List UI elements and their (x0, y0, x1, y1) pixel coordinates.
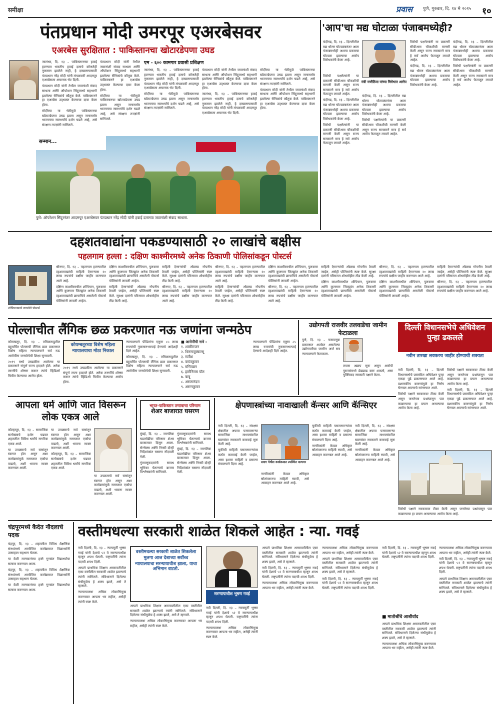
gavai-photo (206, 546, 258, 588)
gavai-column-7: आपले प्राथमिक शिक्षण अमरावतीतील एका वस्तीतील सरकारी शाळेत झाल्याचे त्यांनी सांगितले. संविधानाने दिलेल्या संधीमुळेच हे शक्य झाले, असे ते म्हणाले. न्यायव्यवस्था अधिक लोकाभिमुख करण्यावर आपला भर राहील, असेही त्यांनी स्पष्ट केले. (382, 622, 436, 651)
pollachi-headline: पोल्लाचीत लैंगिक छळ प्रकरणात नऊ जणांना जन्मठेप (8, 322, 252, 337)
gavai-column-2: आपले प्राथमिक शिक्षण अमरावतीतील एका वस्तीतील सरकारी शाळेत झाल्याचे त्यांनी सांगितले. संविधानाने दिलेल्या संधीमुळेच हे शक्य झाले, असे ते म्हणाले. न्यायव्यवस्था अधिक लोकाभिमुख करण्यावर आपला भर राहील, असेही त्यांनी स्पष्ट केले. (130, 604, 202, 628)
aap-photo-caption: मंत्री मजीठिया यांच्या विरोधात आरोप (361, 80, 407, 84)
missile-photo (261, 424, 309, 460)
missile-column-3: चुकीची माहिती पसरवणाऱ्यांवर कठोर कारवाई केली जाईल, असा इशारा माहिती व प्रसारण मंत्रालयाने दिला आहे. नागरिकांनी केवळ अधिकृत स्रोतांवरूनच माहिती घ्यावी, असे आवाहन करण्यात आले आहे. (312, 424, 352, 458)
kashmir-column-8: माहिती देणाऱ्यांची ओळख गोपनीय ठेवली जाईल, असेही पोलिसांनी स्पष्ट केले. सुरक्षा दलांनी परिसरात शोधमोहीम तीव्र केली आहे. श्रीनगर, दि. १३ – पहलगाम हल्ल्यातील दहशतवाद्यांची माहिती देणाऱ्यास २० लाख रुपयांचे बक्षीस जाहीर करण्यात आले आहे. (437, 265, 492, 294)
modi-column-2: पंतप्रधान मोदी यांनी तेथील जवानांशी संवाद साधला आणि ऑपरेशन सिंदूरमध्ये सहभागी झालेल्या सैनिकांचे कौतुक केले. पाकिस्तानने हा एअरबेस उद्ध्वस्त केल्याचा दावा केला होता. मोदींच्या या भेटीमुळे पाकिस्तानचा खोटारडेपणा उघड झाला असून जगासमोर भारताच्या सामर्थ्याचे दर्शन घडले आहे, असे संरक्षण तज्ज्ञांनी सांगितले. (100, 60, 140, 121)
section-divider-1 (8, 231, 492, 232)
accused-3: ३. सतीश (181, 355, 194, 359)
unity-headline: आपला धर्म आणि जात विसरून लोक एकत्र आले (15, 400, 126, 423)
divider-vertical-3 (136, 398, 137, 518)
accused-list-title: ■ आरोपींची नावे : (181, 340, 207, 344)
gavai-column-1: नवी दिल्ली, दि. १३ – न्यायमूर्ती भूषण गवई यांनी देशाचे ५२ वे सरन्यायाधीश म्हणून शपथ घेतली. राष्ट्रपतींनी त्यांना पदाची शपथ दिली. आपले प्राथमिक शिक्षण अमरावतीतील एका वस्तीतील सरकारी शाळेत झाल्याचे त्यांनी सांगितले. संविधानाने दिलेल्या संधीमुळेच हे शक्य झाले, असे ते म्हणाले. न्यायव्यवस्था अधिक लोकाभिमुख करण्यावर आपला भर राहील, असेही त्यांनी स्पष्ट केले. (78, 546, 126, 604)
aap-column-4: विरोधी पक्षनेत्यांनी या प्रकरणी सीबीआय चौकशीची मागणी केली असून राज्य सरकारने मात्र हे सर्व आरोप फेटाळून लावले आहेत. चंदीगड, दि. १३ – दिल्लीतील मद्य धोरण घोटाळ्यानंतर आता पंजाबमध्येही अशाच प्रकारचा घोटाळा झाल्याचा आरोप विरोधकांनी केला आहे. (410, 40, 450, 87)
gavai-photo-caption: सरन्यायाधीश भूषण गवई (206, 590, 258, 604)
missile-column-4: नवी दिल्ली, दि. १३ – संरक्षण क्षेत्रातील अफवा पसरवणाऱ्या सामाजिक माध्यमांवरील खात्यांवर सरकारने कारवाई सुरू केली आहे. नागरिकांनी केवळ अधिकृत स्रोतांवरूनच माहिती घ्यावी, असे आवाहन करण्यात आले आहे. (355, 424, 395, 462)
kashmir-column-2: दक्षिण काश्मीरमधील शोपियान, पुलवामा आणि कुलगाम जिल्ह्यांत अनेक ठिकाणी दहशतवाद्यांची छायाचित्रे असलेली पोस्टर्स पोलिसांनी लावली आहेत. माहिती देणाऱ्यांची ओळख गोपनीय ठेवली जाईल, असेही पोलिसांनी स्पष्ट केले. सुरक्षा दलांनी परिसरात शोधमोहीम तीव्र केली आहे. (109, 265, 159, 303)
divider-vertical-5 (73, 522, 74, 704)
gavai-column-6: नवी दिल्ली, दि. १३ – न्यायमूर्ती भूषण गवई यांनी देशाचे ५२ वे सरन्यायाधीश म्हणून शपथ घेतली. राष्ट्रपतींनी त्यांना पदाची शपथ दिली. (382, 546, 436, 560)
modi-box-title: एम - ६०० कामगार प्रवासी प्रशिक्षण (144, 61, 204, 66)
kashmir-subhead: पहलगाम हल्ला : दक्षिण काश्मीरमध्ये अनेक ठिकाणी पोलिसांकडून पोस्टर्स (78, 252, 292, 261)
inset-caption: पुणे: ऑपरेशन सिंदूरनंतर आदमपूर एअरबेसवर पंतप्रधान नरेंद्र मोदी यांनी हवाई दलाच्या जवानांशी संवाद साधला. (36, 215, 189, 220)
accused-5: ५. मणिवन्नन (181, 365, 197, 369)
aap-column-1: चंदीगड, दि. १३ – दिल्लीतील मद्य धोरण घोटाळ्यानंतर आता पंजाबमध्येही अशाच प्रकारचा घोटाळा झाल्याचा आरोप विरोधकांनी केला आहे. (323, 40, 359, 63)
pollachi-box-title: कोयम्बतूरच्या विशेष महिला न्यायालयाचा मोठा निकाल (70, 343, 116, 354)
gavai-column-8: न्यायव्यवस्था अधिक लोकाभिमुख करण्यावर आपला भर राहील, असेही त्यांनी स्पष्ट केले. नवी दिल्ली, दि. १३ – न्यायमूर्ती भूषण गवई यांनी देशाचे ५२ वे सरन्यायाधीश म्हणून शपथ घेतली. राष्ट्रपतींनी त्यांना पदाची शपथ दिली. आपले प्राथमिक शिक्षण अमरावतीतील एका वस्तीतील सरकारी शाळेत झाल्याचे त्यांनी सांगितले. संविधानाने दिलेल्या संधीमुळेच हे शक्य झाले, असे ते म्हणाले. (439, 546, 492, 595)
masthead (8, 4, 492, 18)
unity-column-3: या उपक्रमाचे सर्व स्तरांतून स्वागत होत असून अशा कार्यक्रमांमुळे समाजात एकोपा वाढतो, अशी भावना व्यक्त करण्यात आली. (94, 474, 132, 497)
unity-column-2: या उपक्रमाचे सर्व स्तरांतून स्वागत होत असून अशा कार्यक्रमांमुळे समाजात एकोपा वाढतो, अशी भावना व्यक्त करण्यात आली. कोल्हापूर, दि. १३ – सामाजिक सलोख्याचे दर्शन घडवत शहरातील विविध धर्मांचे नागरिक एकत्र आले. (51, 428, 91, 471)
missile-column-1: नवी दिल्ली, दि. १३ – संरक्षण क्षेत्रातील अफवा पसरवणाऱ्या सामाजिक माध्यमांवरील खात्यांवर सरकारने कारवाई सुरू केली आहे. चुकीची माहिती पसरवणाऱ्यांवर कठोर कारवाई केली जाईल, असा इशारा माहिती व प्रसारण मंत्रालयाने दिला आहे. (218, 424, 258, 467)
pollachi-column-2: २०१९ मध्ये उघडकीस आलेल्या या प्रकरणाने संपूर्ण राज्य हादरले होते. अनेक तरुणींचे शोषण करून त्यांचे व्हिडिओ चित्रीत केल्याचा आरोप होता. (63, 366, 123, 384)
kashmir-column-7: श्रीनगर, दि. १३ – पहलगाम हल्ल्यातील दहशतवाद्यांची माहिती देणाऱ्यास २० लाख रुपयांचे बक्षीस जाहीर करण्यात आले आहे. दक्षिण काश्मीरमधील शोपियान, पुलवामा आणि कुलगाम जिल्ह्यांत अनेक ठिकाणी दहशतवाद्यांची छायाचित्रे असलेली पोस्टर्स पोलिसांनी लावली आहेत. (379, 265, 434, 299)
market-box-title: भारत-पाकिस्तान तणावाचा परिणाम (149, 403, 201, 408)
gavai-column-3: नवी दिल्ली, दि. १३ – न्यायमूर्ती भूषण गवई यांनी देशाचे ५२ वे सरन्यायाधीश म्हणून शपथ घेतली. राष्ट्रपतींनी त्यांना पदाची शपथ दिली. न्यायव्यवस्था अधिक लोकाभिमुख करण्यावर आपला भर राहील, असेही त्यांनी स्पष्ट केले. (206, 606, 258, 640)
pollachi-column-5: न्यायालयाने पीडितांना एकूण ८५ लाख रुपयांची नुकसानभरपाई देण्याचे आदेशही दिले आहेत. (253, 340, 296, 354)
accused-1: १. शबरीराजन (181, 345, 200, 349)
section-divider-3 (8, 396, 396, 397)
market-headline: शेअर बाजारात घसरण (150, 408, 200, 415)
modi-column-1: जालंधर, दि. १३ – पाकिस्तानच्या हवाई हल्ल्यात भारतीय हवाई दलाचे कोणतेही नुकसान झालेले नाही, हे दाखवण्यासाठी पंतप्रधान नरेंद्र मोदी यांनी मंगळवारी आदमपूर एअरबेसला अचानक भेट दिली. पंतप्रधान मोदी यांनी तेथील जवानांशी संवाद साधला आणि ऑपरेशन सिंदूरमध्ये सहभागी झालेल्या सैनिकांचे कौतुक केले. पाकिस्तानने हा एअरबेस उद्ध्वस्त केल्याचा दावा केला होता. मोदींच्या या भेटीमुळे पाकिस्तानचा खोटारडेपणा उघड झाला असून जगासमोर भारताच्या सामर्थ्याचे दर्शन घडले आहे, असे संरक्षण तज्ज्ञांनी सांगितले. (42, 60, 97, 127)
pollachi-column-3: न्यायालयाने पीडितांना एकूण ८५ लाख रुपयांची नुकसानभरपाई देण्याचे आदेशही दिले आहेत. कोयम्बतूर, दि. १३ – तमिळनाडूतील बहुचर्चित पोल्लाची लैंगिक छळ प्रकरणात विशेष महिला न्यायालयाने सर्व नऊ आरोपींना जन्मठेपेची शिक्षा सुनावली. (126, 340, 178, 374)
aap-column-5: चंदीगड, दि. १३ – दिल्लीतील मद्य धोरण घोटाळ्यानंतर आता पंजाबमध्येही अशाच प्रकारचा घोटाळा झाल्याचा आरोप विरोधकांनी केला आहे. विरोधी पक्षनेत्यांनी या प्रकरणी सीबीआय चौकशीची मागणी केली असून राज्य सरकारने मात्र हे सर्व आरोप फेटाळून लावले आहेत. (453, 40, 493, 87)
market-column-2: गुंतवणूकदारांनी सावध भूमिका घेतल्याचे बाजार विश्लेषकांनी सांगितले. मुंबई, दि. १३ – जागतिक घडामोडींचा परिणाम शेअर बाजारावर दिसून आला. सेन्सेक्स आणि निफ्टी दोन्ही निर्देशांकांत घसरण नोंदवली गेली. (177, 432, 211, 475)
delhi-assembly-subhead: नवीन तारखा लवकरच जाहीर होण्याची शक्यता (406, 354, 484, 359)
delhi-assembly-column-1: नवी दिल्ली, दि. १३ – दिल्ली विधानसभेचे प्रस्तावित अधिवेशन पुन्हा एकदा पुढे ढकलण्यात आले आहे. प्रशासकीय कारणांमुळे हा निर्णय घेण्यात आल्याचे सांगण्यात आले. विरोधी पक्षाने सरकारवर टीका केली असून जनतेच्या प्रश्नांपासून पळ काढण्याचा हा प्रयत्न असल्याचा आरोप केला आहे. (398, 368, 444, 411)
section-divider-4 (8, 520, 492, 521)
accused-4: ४. वसंतकुमार (181, 360, 199, 364)
accused-9: ९. अरुणकुमार (181, 385, 200, 389)
kashmir-poster-photo (8, 265, 52, 305)
market-box (140, 400, 210, 430)
modi-column-5: मोदींच्या या भेटीमुळे पाकिस्तानचा खोटारडेपणा उघड झाला असून जगासमोर भारताच्या सामर्थ्याचे दर्शन घडले आहे, असे संरक्षण तज्ज्ञांनी सांगितले. पंतप्रधान मोदी यांनी तेथील जवानांशी संवाद साधला आणि ऑपरेशन सिंदूरमध्ये सहभागी झालेल्या सैनिकांचे कौतुक केले. पाकिस्तानने हा एअरबेस उद्ध्वस्त केल्याचा दावा केला होता. (260, 68, 315, 111)
modi-headline: पंतप्रधान मोदी उमरपूर एअरबेसवर (40, 22, 262, 43)
missile-photo-caption: प्रयाग येथील कार्यक्रमात उपस्थित मान्यवर (261, 460, 306, 464)
divider-vertical-2 (298, 320, 299, 395)
page-number: १० (482, 7, 492, 17)
talwade-column-1: पुणे, दि. १३ – फसवणूक प्रकरणात अटकेत असलेल्या उद्योगपतीचा जामीन अर्ज सत्र न्यायालयाने फेटाळला. (302, 338, 340, 356)
accused-7: ७. बाबू (181, 375, 191, 379)
aap-headline: 'आप'चा मद्य घोटाळा पंजाबमध्येही? (322, 23, 453, 34)
gavai-quote-box (130, 546, 202, 602)
delhi-assembly-photo (398, 450, 492, 505)
kashmir-column-1: श्रीनगर, दि. १३ – पहलगाम हल्ल्यातील दहशतवाद्यांची माहिती देणाऱ्यास २० लाख रुपयांचे बक्षीस जाहीर करण्यात आले आहे. दक्षिण काश्मीरमधील शोपियान, पुलवामा आणि कुलगाम जिल्ह्यांत अनेक ठिकाणी दहशतवाद्यांची छायाचित्रे असलेली पोस्टर्स पोलिसांनी लावली आहेत. (56, 265, 106, 303)
pollachi-column-1: कोयम्बतूर, दि. १३ – तमिळनाडूतील बहुचर्चित पोल्लाची लैंगिक छळ प्रकरणात विशेष महिला न्यायालयाने सर्व नऊ आरोपींना जन्मठेपेची शिक्षा सुनावली. २०१९ मध्ये उघडकीस आलेल्या या प्रकरणाने संपूर्ण राज्य हादरले होते. अनेक तरुणींचे शोषण करून त्यांचे व्हिडिओ चित्रीत केल्याचा आरोप होता. (8, 340, 60, 378)
chandrapur-column: चंद्रपूर, दि. १३ – शहरातील विविध शैक्षणिक संस्थांमध्ये आयोजित कार्यक्रमात विद्यार्थ्यांनी उत्साहात सहभाग घेतला. या वेळी मान्यवरांच्या हस्ते गुणवंत विद्यार्थ्यांचा सत्कार करण्यात आला. चंद्रपूर, दि. १३ – शहरातील विविध शैक्षणिक संस्थांमध्ये आयोजित कार्यक्रमात विद्यार्थ्यांनी उत्साहात सहभाग घेतला. या वेळी मान्यवरांच्या हस्ते गुणवंत विद्यार्थ्यांचा सत्कार करण्यात आला. (8, 542, 70, 592)
masthead-divider (8, 17, 492, 18)
kashmir-photo-caption: शोपियानमध्ये लावलेले पोस्टर्स (8, 306, 40, 310)
gavai-quote: वस्तीमधल्या सरकारी शाळेत शिकलेला मुलगा आज देशाच्या सर्वोच्च न्यायालयाचा सरन्यायाधीश झाला, याचा अभिमान वाटतो. (135, 550, 197, 573)
kashmir-column-5: दक्षिण काश्मीरमधील शोपियान, पुलवामा आणि कुलगाम जिल्ह्यांत अनेक ठिकाणी दहशतवाद्यांची छायाचित्रे असलेली पोस्टर्स पोलिसांनी लावली आहेत. श्रीनगर, दि. १३ – पहलगाम हल्ल्यातील दहशतवाद्यांची माहिती देणाऱ्यास २० लाख रुपयांचे बक्षीस जाहीर करण्यात आले आहे. (268, 265, 318, 303)
inset-group-photo (36, 136, 318, 214)
unity-photo (94, 428, 132, 472)
gavai-headline: वस्तीमधल्या सरकारी शाळेत शिकले आहेत : न्या. गवई (78, 524, 359, 540)
modi-subhead: एअरबेस सुरक्षितात : पाकिस्तानचा खोटारडेपणा उघड (52, 46, 215, 56)
inset-label: सन्मान... (36, 136, 106, 150)
delhi-assembly-column-2: विरोधी पक्षाने सरकारवर टीका केली असून जनतेच्या प्रश्नांपासून पळ काढण्याचा हा प्रयत्न असल्याचा आरोप केला आहे. नवी दिल्ली, दि. १३ – दिल्ली विधानसभेचे प्रस्तावित अधिवेशन पुन्हा एकदा पुढे ढकलण्यात आले आहे. प्रशासकीय कारणांमुळे हा निर्णय घेण्यात आल्याचे सांगण्यात आले. (447, 368, 493, 411)
pollachi-box (63, 340, 123, 364)
delhi-assembly-headline: दिल्ली विधानसभेचे अधिवेशन पुन्हा ढकलले (404, 323, 486, 342)
accused-2: २. थिरुनावुक्करसू (181, 350, 205, 354)
delhi-assembly-banner (398, 322, 492, 352)
delhi-assembly-column-3: विरोधी पक्षाने सरकारवर टीका केली असून जनतेच्या प्रश्नांपासून पळ काढण्याचा हा प्रयत्न असल्याचा आरोप केला आहे. (398, 507, 492, 516)
gavai-column-4: आपले प्राथमिक शिक्षण अमरावतीतील एका वस्तीतील सरकारी शाळेत झाल्याचे त्यांनी सांगितले. संविधानाने दिलेल्या संधीमुळेच हे शक्य झाले, असे ते म्हणाले. नवी दिल्ली, दि. १३ – न्यायमूर्ती भूषण गवई यांनी देशाचे ५२ वे सरन्यायाधीश म्हणून शपथ घेतली. राष्ट्रपतींनी त्यांना पदाची शपथ दिली. न्यायव्यवस्था अधिक लोकाभिमुख करण्यावर आपला भर राहील, असेही त्यांनी स्पष्ट केले. (262, 546, 318, 590)
missile-column-2: नागरिकांनी केवळ अधिकृत स्रोतांवरूनच माहिती घ्यावी, असे आवाहन करण्यात आले आहे. (261, 472, 309, 486)
modi-photo (9, 60, 39, 100)
kashmir-column-3: माहिती देणाऱ्यांची ओळख गोपनीय ठेवली जाईल, असेही पोलिसांनी स्पष्ट केले. सुरक्षा दलांनी परिसरात शोधमोहीम तीव्र केली आहे. श्रीनगर, दि. १३ – पहलगाम हल्ल्यातील दहशतवाद्यांची माहिती देणाऱ्यास २० लाख रुपयांचे बक्षीस जाहीर करण्यात आले आहे. (162, 265, 212, 303)
divider-vertical-4 (214, 398, 215, 518)
gavai-column-5: न्यायव्यवस्था अधिक लोकाभिमुख करण्यावर आपला भर राहील, असेही त्यांनी स्पष्ट केले. आपले प्राथमिक शिक्षण अमरावतीतील एका वस्तीतील सरकारी शाळेत झाल्याचे त्यांनी सांगितले. संविधानाने दिलेल्या संधीमुळेच हे शक्य झाले, असे ते म्हणाले. नवी दिल्ली, दि. १३ – न्यायमूर्ती भूषण गवई यांनी देशाचे ५२ वे सरन्यायाधीश म्हणून शपथ घेतली. राष्ट्रपतींनी त्यांना पदाची शपथ दिली. (322, 546, 378, 590)
market-column-1: मुंबई, दि. १३ – जागतिक घडामोडींचा परिणाम शेअर बाजारावर दिसून आला. सेन्सेक्स आणि निफ्टी दोन्ही निर्देशांकांत घसरण नोंदवली गेली. गुंतवणूकदारांनी सावध भूमिका घेतल्याचे बाजार विश्लेषकांनी सांगितले. (140, 432, 174, 475)
talwade-photo (343, 338, 363, 362)
kashmir-column-4: श्रीनगर, दि. १३ – पहलगाम हल्ल्यातील दहशतवाद्यांची माहिती देणाऱ्यास २० लाख रुपयांचे बक्षीस जाहीर करण्यात आले आहे. माहिती देणाऱ्यांची ओळख गोपनीय ठेवली जाईल, असेही पोलिसांनी स्पष्ट केले. सुरक्षा दलांनी परिसरात शोधमोहीम तीव्र केली आहे. (215, 265, 265, 303)
gavai-subbox-title: ■ मातोश्रींचे आशीर्वाद (382, 615, 419, 620)
talwade-headline: उद्योगपती राजवीर तलवाडेचा जामीन फेटाळला (309, 322, 387, 337)
accused-6: ६. हारोनिमस पॉल (181, 370, 205, 374)
talwade-column-2: तपास अद्याप सुरू असून आरोपी पुराव्यांमध्ये छेडछाड करू शकतो, असा युक्तिवाद सरकारी पक्षाने केला. (343, 364, 393, 378)
modi-column-3: जालंधर, दि. १३ – पाकिस्तानच्या हवाई हल्ल्यात भारतीय हवाई दलाचे कोणतेही नुकसान झालेले नाही, हे दाखवण्यासाठी पंतप्रधान नरेंद्र मोदी यांनी मंगळवारी आदमपूर एअरबेसला अचानक भेट दिली. मोदींच्या या भेटीमुळे पाकिस्तानचा खोटारडेपणा उघड झाला असून जगासमोर भारताच्या सामर्थ्याचे दर्शन घडले आहे, असे संरक्षण तज्ज्ञांनी सांगितले. (144, 68, 199, 111)
chandrapur-headline: चंद्रपूरमध्ये कैदेत नौदलाचे पदक (8, 524, 64, 539)
missile-headline: क्षेपणास्त्रांच्या नावाखाली कॅन्सर आणि कॅन्सिएर (235, 400, 377, 410)
section-label: समीक्षा (8, 7, 24, 14)
accused-8: ८. अरुलानंदम (181, 380, 200, 384)
pollachi-accused-list (181, 340, 251, 395)
aap-photo (362, 40, 406, 78)
kashmir-column-6: माहिती देणाऱ्यांची ओळख गोपनीय ठेवली जाईल, असेही पोलिसांनी स्पष्ट केले. सुरक्षा दलांनी परिसरात शोधमोहीम तीव्र केली आहे. दक्षिण काश्मीरमधील शोपियान, पुलवामा आणि कुलगाम जिल्ह्यांत अनेक ठिकाणी दहशतवाद्यांची छायाचित्रे असलेली पोस्टर्स पोलिसांनी लावली आहेत. (321, 265, 376, 299)
dateline: पुणे, गुरुवार, दि. १४ मे २०१५ (423, 7, 472, 12)
section-divider-2 (8, 318, 492, 319)
modi-column-4: पंतप्रधान मोदी यांनी तेथील जवानांशी संवाद साधला आणि ऑपरेशन सिंदूरमध्ये सहभागी झालेल्या सैनिकांचे कौतुक केले. पाकिस्तानने हा एअरबेस उद्ध्वस्त केल्याचा दावा केला होता. जालंधर, दि. १३ – पाकिस्तानच्या हवाई हल्ल्यात भारतीय हवाई दलाचे कोणतेही नुकसान झालेले नाही, हे दाखवण्यासाठी पंतप्रधान नरेंद्र मोदी यांनी मंगळवारी आदमपूर एअरबेसला अचानक भेट दिली. (202, 68, 257, 115)
aap-divider (320, 20, 321, 230)
aap-column-3: चंदीगड, दि. १३ – दिल्लीतील मद्य धोरण घोटाळ्यानंतर आता पंजाबमध्येही अशाच प्रकारचा घोटाळा झाल्याचा आरोप विरोधकांनी केला आहे. विरोधी पक्षनेत्यांनी या प्रकरणी सीबीआय चौकशीची मागणी केली असून राज्य सरकारने मात्र हे सर्व आरोप फेटाळून लावले आहेत. (362, 94, 406, 137)
aap-column-2: विरोधी पक्षनेत्यांनी या प्रकरणी सीबीआय चौकशीची मागणी केली असून राज्य सरकारने मात्र हे सर्व आरोप फेटाळून लावले आहेत. चंदीगड, दि. १३ – दिल्लीतील मद्य धोरण घोटाळ्यानंतर आता पंजाबमध्येही अशाच प्रकारचा घोटाळा झाल्याचा आरोप विरोधकांनी केला आहे. विरोधी पक्षनेत्यांनी या प्रकरणी सीबीआय चौकशीची मागणी केली असून राज्य सरकारने मात्र हे सर्व आरोप फेटाळून लावले आहेत. (323, 74, 359, 146)
unity-column-1: कोल्हापूर, दि. १३ – सामाजिक सलोख्याचे दर्शन घडवत शहरातील विविध धर्मांचे नागरिक एकत्र आले. या उपक्रमाचे सर्व स्तरांतून स्वागत होत असून अशा कार्यक्रमांमुळे समाजात एकोपा वाढतो, अशी भावना व्यक्त करण्यात आली. (8, 428, 48, 471)
kashmir-headline: दहशतवाद्यांना पकडण्यासाठी २० लाखांचे बक्षीस (70, 234, 301, 250)
brand-logo: प्रवास (396, 5, 413, 14)
